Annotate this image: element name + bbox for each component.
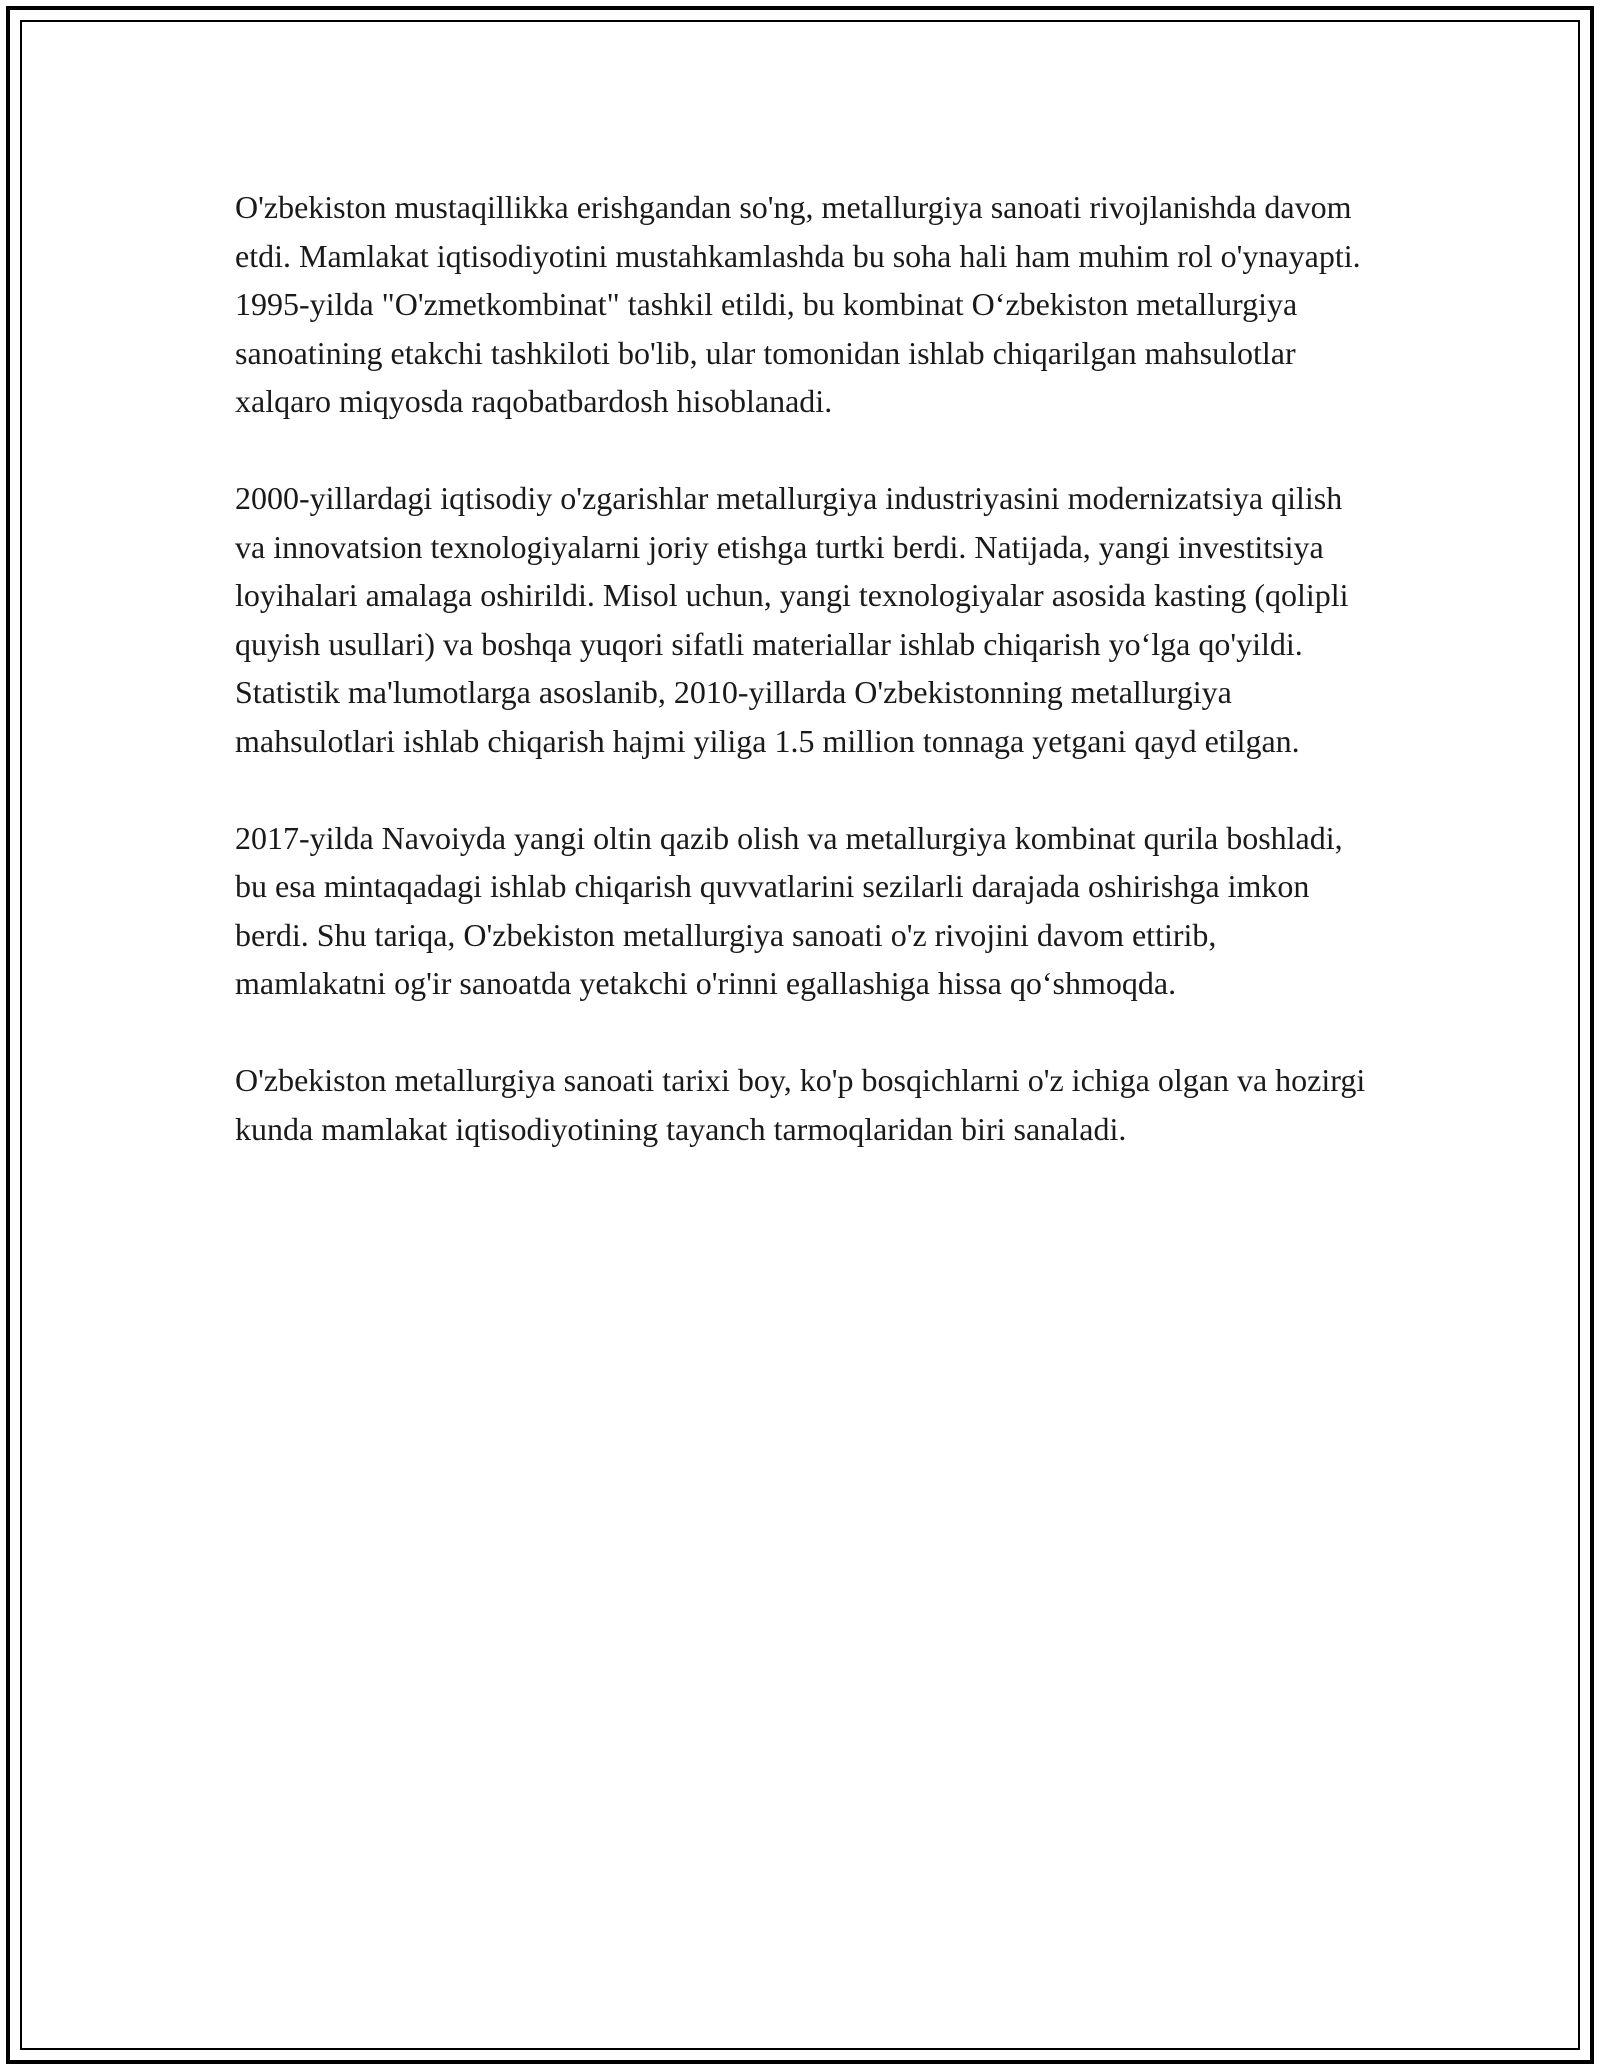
- paragraph-4: O'zbekiston metallurgiya sanoati tarixi boy, ko'p bosqichlarni o'z ichiga olgan va hozirgi kunda mamlakat iqtisodiyotining tayanch tarmoqlaridan biri sanaladi.: [235, 1062, 1366, 1147]
- document-body: [235, 183, 1375, 1202]
- paragraph-3: 2017-yilda Navoiyda yangi oltin qazib olish va metallurgiya kombinat qurila boshladi, bu esa mintaqadagi ishlab chiqarish quvvatlarini sezilarli darajada oshirishga imkon berdi. Shu tariqa, O'zbekiston metallurgiya sanoati o'z rivojini davom ettirib, mamlakatni og'ir sanoatda yetakchi o'rinni egallashiga hissa qo‘shmoqda.: [235, 819, 1343, 1001]
- paragraph-1: O'zbekiston mustaqillikka erishgandan so'ng, metallurgiya sanoati rivojlanishda davom etdi. Mamlakat iqtisodiyotini mustahkamlashda bu soha hali ham muhim rol o'ynayapti. 1995-yilda "O'zmetkombinat" tashkil etildi, bu kombinat O‘zbekiston metallurgiya sanoatining etakchi tashkiloti bo'lib, ular tomonidan ishlab chiqarilgan mahsulotlar xalqaro miqyosda raqobatbardosh hisoblanadi.: [235, 189, 1361, 419]
- paragraph-2: 2000-yillardagi iqtisodiy o'zgarishlar metallurgiya industriyasini modernizatsiya qilish va innovatsion texnologiyalarni joriy etishga turtki berdi. Natijada, yangi investitsiya loyihalari amalaga oshirildi. Misol uchun, yangi texnologiyalar asosida kasting (qolipli quyish usullari) va boshqa yuqori sifatli materiallar ishlab chiqarish yo‘lga qo'yildi. Statistik ma'lumotlarga asoslanib, 2010-yillarda O'zbekistonning metallurgiya mahsulotlari ishlab chiqarish hajmi yiliga 1.5 million tonnaga yetgani qayd etilgan.: [235, 480, 1349, 759]
